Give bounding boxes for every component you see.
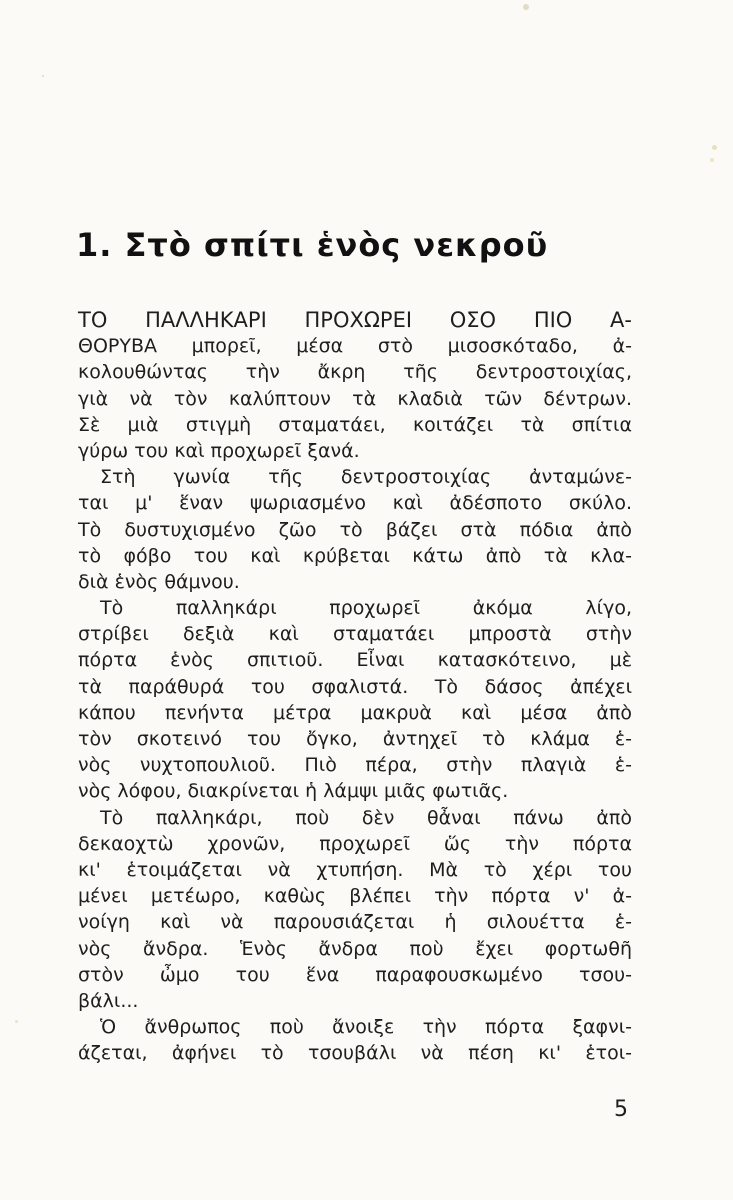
- text-line: βάλι...: [78, 989, 139, 1012]
- text-line: τὰ παράθυρά του σφαλιστά. Τὸ δάσος ἀπέχει: [78, 675, 632, 698]
- paper-speck: [712, 145, 717, 150]
- text-line: δεκαοχτὼ χρονῶν, προχωρεῖ ὥς τὴν πόρτα: [78, 832, 632, 855]
- text-line: ΤΟ ΠΑΛΛΗΚΑΡΙ ΠΡΟΧΩΡΕΙ ΟΣΟ ΠΙΟ Α-: [78, 308, 632, 332]
- text-line: στὸν ὦμο του ἕνα παραφουσκωμένο τσου-: [78, 963, 632, 986]
- chapter-title: 1. Στὸ σπίτι ἑνὸς νεκροῦ: [76, 226, 549, 264]
- text-line: Τὸ δυστυχισμένο ζῶο τὸ βάζει στὰ πόδια ἀπὸ: [78, 518, 632, 541]
- text-line: νοίγη καὶ νὰ παρουσιάζεται ἡ σιλουέττα ἑ-: [78, 911, 632, 934]
- text-line: νὸς ἄνδρα. Ἑνὸς ἄνδρα ποὺ ἔχει φορτωθῆ: [78, 937, 632, 960]
- text-line: διὰ ἑνὸς θάμνου.: [78, 570, 240, 593]
- text-line: κολουθώντας τὴν ἄκρη τῆς δεντροστοιχίας,: [78, 361, 632, 384]
- text-line: τὸ φόβο του καὶ κρύβεται κάτω ἀπὸ τὰ κλα-: [78, 544, 632, 567]
- text-line: ΘΟΡΥΒΑ μπορεῖ, μέσα στὸ μισοσκόταδο, ἀ-: [78, 335, 632, 358]
- text-line: Τὸ παλληκάρι, ποὺ δὲν θἆναι πάνω ἀπὸ: [100, 806, 632, 829]
- text-line: κι' ἑτοιμάζεται νὰ χτυπήση. Μὰ τὸ χέρι του: [78, 858, 632, 881]
- text-line: τὸν σκοτεινό του ὄγκο, ἀντηχεῖ τὸ κλάμα ἑ-: [78, 728, 632, 750]
- page-number: 5: [614, 1097, 628, 1122]
- paper-speck: [42, 75, 44, 77]
- text-line: νὸς λόφου, διακρίνεται ἡ λάμψι μιᾶς φωτιᾶς.: [78, 780, 509, 803]
- paper-speck: [710, 158, 714, 162]
- text-line: άζεται, ἀφήνει τὸ τσουβάλι νὰ πέση κι' ἑτοι-: [78, 1042, 632, 1065]
- text-line: στρίβει δεξιὰ καὶ σταματάει μπροστὰ στὴν: [78, 623, 632, 646]
- text-line: Ὁ ἄνθρωπος ποὺ ἄνοιξε τὴν πόρτα ξαφνι-: [100, 1016, 632, 1039]
- body-text: [78, 307, 632, 1066]
- text-line: γιὰ νὰ τὸν καλύπτουν τὰ κλαδιὰ τῶν δέντρων.: [78, 387, 632, 410]
- text-line: γύρω του καὶ προχωρεῖ ξανά.: [78, 439, 360, 462]
- text-line: κάπου πενήντα μέτρα μακρυὰ καὶ μέσα ἀπὸ: [78, 701, 632, 724]
- text-line: μένει μετέωρο, καθὼς βλέπει τὴν πόρτα ν' ἀ-: [78, 885, 632, 908]
- paper-speck: [523, 4, 529, 10]
- paper-speck: [15, 1020, 18, 1023]
- text-line: Σὲ μιὰ στιγμὴ σταματάει, κοιτάζει τὰ σπίτια: [78, 413, 632, 436]
- text-line: Τὸ παλληκάρι προχωρεῖ ἀκόμα λίγο,: [100, 597, 632, 620]
- text-line: Στὴ γωνία τῆς δεντροστοιχίας ἀνταμώνε-: [100, 466, 632, 489]
- text-line: νὸς νυχτοπουλιοῦ. Πιὸ πέρα, στὴν πλαγιὰ ἑ-: [78, 754, 632, 777]
- text-line: ται μ' ἕναν ψωριασμένο καὶ ἀδέσποτο σκύλο.: [78, 492, 632, 515]
- text-line: πόρτα ἑνὸς σπιτιοῦ. Εἶναι κατασκότεινο, μὲ: [78, 649, 632, 672]
